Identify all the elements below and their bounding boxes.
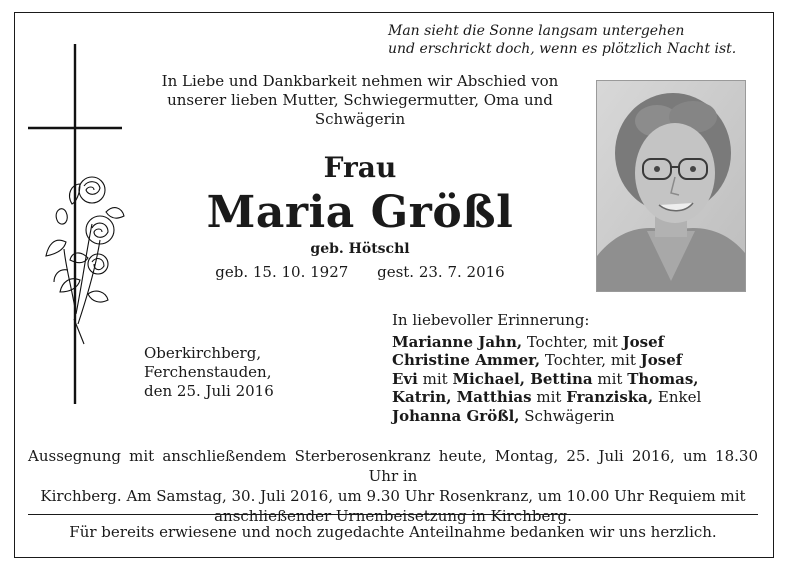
mourner-name: Christine Ammer, xyxy=(392,351,541,370)
intro-line: In Liebe und Dankbarkeit nehmen wir Abschied von xyxy=(161,72,559,90)
mourner-relation: mit xyxy=(417,369,453,388)
date-line: den 25. Juli 2016 xyxy=(144,382,274,400)
mourner-relation: mit xyxy=(592,369,628,388)
intro-line: Schwägerin xyxy=(314,110,406,128)
mourner-name: Thomas, xyxy=(627,369,699,388)
cross-icon xyxy=(26,44,156,424)
mourner-name: Josef xyxy=(640,351,683,370)
place-line: Ferchenstauden, xyxy=(144,363,272,381)
deceased-name: Maria Größl xyxy=(206,187,514,238)
mourners-heading: In liebevoller Erinnerung: xyxy=(392,311,590,329)
mourner-relation: Tochter, mit xyxy=(522,332,623,351)
birth-date: geb. 15. 10. 1927 xyxy=(215,263,349,281)
intro-text xyxy=(146,72,574,129)
service-line: Kirchberg. Am Samstag, 30. Juli 2016, um 9.30 Uhr Rosenkranz, um 10.00 Uhr Requiem mit xyxy=(40,487,746,505)
quote-line: Man sieht die Sonne langsam untergehen xyxy=(388,23,685,39)
mourner-name: Katrin, Matthias xyxy=(392,388,532,407)
salutation: Frau xyxy=(323,151,397,184)
life-dates xyxy=(146,262,574,282)
mourners-rows xyxy=(392,333,701,426)
mourner-name: Josef xyxy=(622,332,665,351)
maiden-name: geb. Hötschl xyxy=(310,241,410,257)
quote xyxy=(388,22,736,58)
mourner-row xyxy=(392,407,701,426)
death-date: gest. 23. 7. 2016 xyxy=(377,263,505,281)
mourner-row xyxy=(392,333,701,352)
service-line: Aussegnung mit anschließendem Sterberosenkranz heute, Montag, 25. Juli 2016, um 18.30 Uhr in xyxy=(28,447,758,485)
mourner-relation: mit xyxy=(531,388,567,407)
mourner-name: Johanna Größl, xyxy=(392,406,520,425)
mourner-name: Franziska, xyxy=(566,388,654,407)
mourner-name: Marianne Jahn, xyxy=(392,332,523,351)
mourner-name: Michael, Bettina xyxy=(452,369,593,388)
mourner-relation: Tochter, mit xyxy=(540,351,641,370)
mourner-row xyxy=(392,351,701,370)
roses-icon xyxy=(46,177,124,344)
mourner-relation: Schwägerin xyxy=(519,406,615,425)
place-line: Oberkirchberg, xyxy=(144,344,262,362)
intro-line: unserer lieben Mutter, Schwiegermutter, Oma und xyxy=(167,91,553,109)
mourner-row xyxy=(392,388,701,407)
mourner-name: Evi xyxy=(392,369,418,388)
mourner-relation: Enkel xyxy=(653,388,702,407)
mourner-row xyxy=(392,370,701,389)
divider xyxy=(28,514,758,515)
quote-line: und erschrickt doch, wenn es plötzlich Nacht ist. xyxy=(388,41,737,57)
service-line: anschließender Urnenbeisetzung in Kirchberg. xyxy=(214,507,572,525)
place-date xyxy=(144,344,274,401)
mourners-list xyxy=(392,311,701,426)
portrait-photo xyxy=(596,80,746,292)
thanks-text: Für bereits erwiesene und noch zugedachte Anteilnahme bedanken wir uns herzlich. xyxy=(69,523,717,541)
